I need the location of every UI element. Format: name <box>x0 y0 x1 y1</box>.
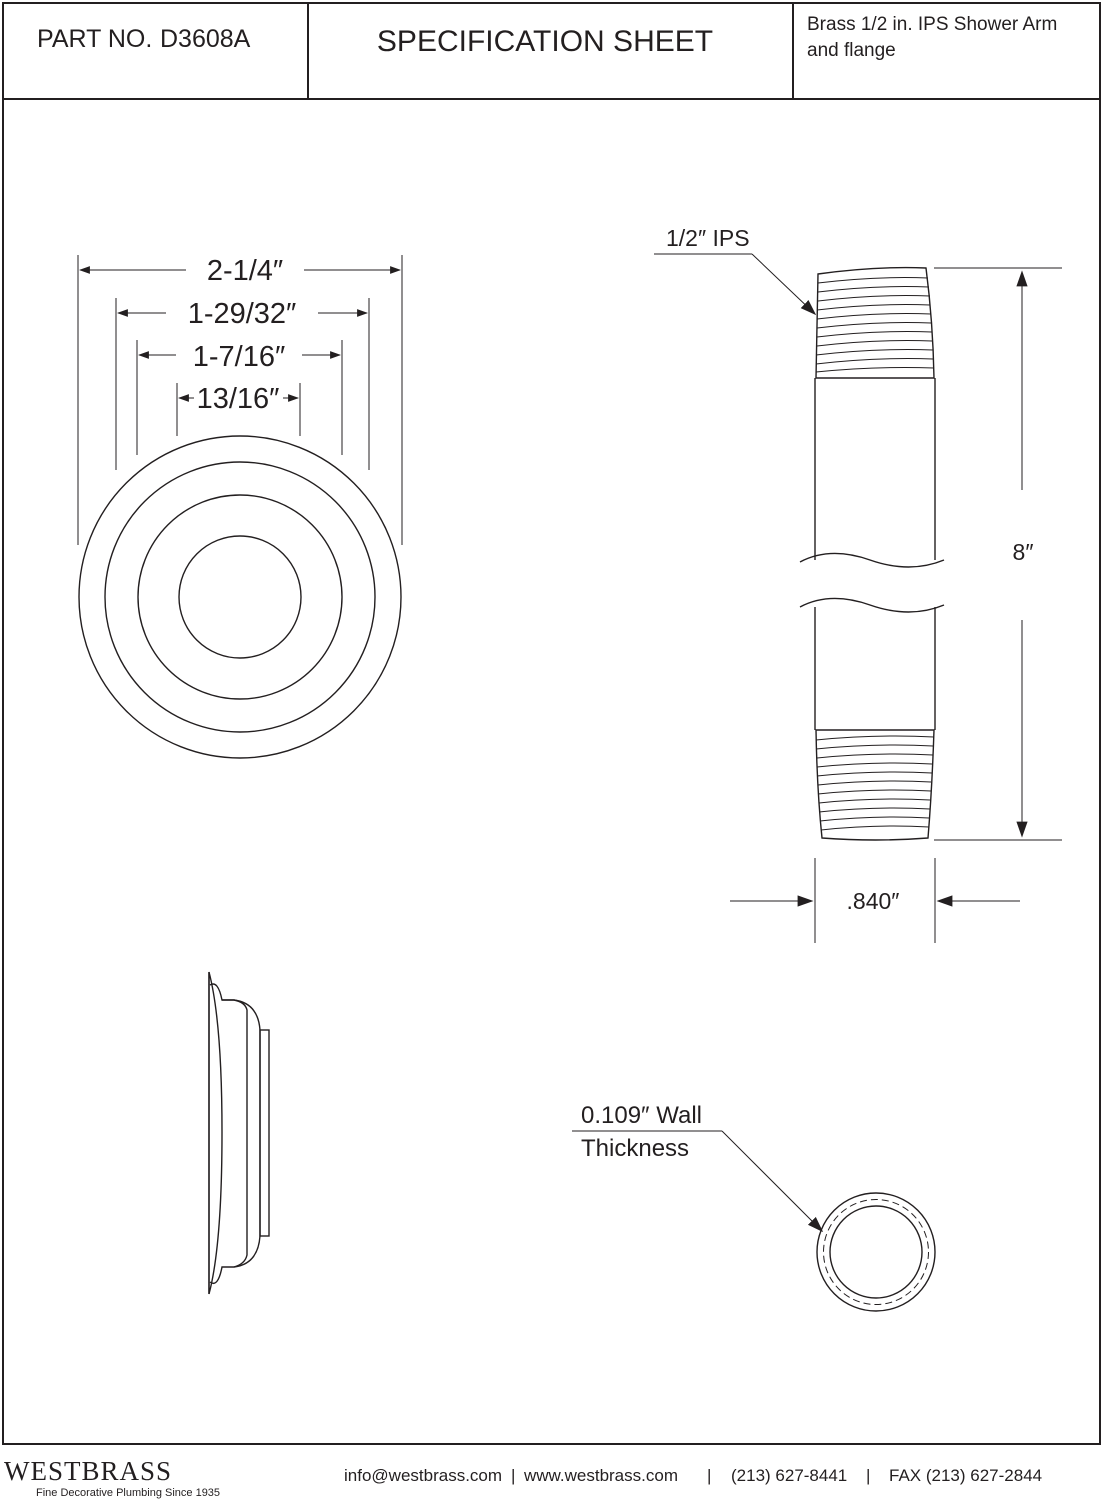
thread-callout-label: 1/2″ IPS <box>666 225 750 251</box>
wall-thickness-label-line1: 0.109″ Wall <box>581 1102 702 1129</box>
flange-side-profile <box>209 972 269 1294</box>
contact-phone: (213) 627-8441 <box>731 1466 848 1485</box>
separator: | <box>866 1466 871 1485</box>
brand-logo: WESTBRASS <box>4 1456 173 1486</box>
separator: | <box>511 1466 516 1485</box>
product-description-line2: and flange <box>807 40 896 61</box>
header <box>37 14 1057 61</box>
product-description-line1: Brass 1/2 in. IPS Shower Arm <box>807 14 1058 35</box>
contact-fax: FAX (213) 627-2844 <box>889 1466 1043 1485</box>
break-line-bottom <box>800 598 944 612</box>
bottom-thread <box>816 730 934 840</box>
dimension-outer-diameter-pipe: .840″ <box>846 888 900 914</box>
arm-side-view <box>654 225 1062 943</box>
flange-inner-hole <box>179 536 301 658</box>
pipe-cross-section <box>572 1102 935 1311</box>
wall-thickness-label-line2: Thickness <box>581 1135 690 1162</box>
page-title: SPECIFICATION SHEET <box>376 25 714 58</box>
flange-third-ring <box>138 495 342 699</box>
part-number-value: D3608A <box>160 25 251 53</box>
flange-second-ring <box>105 462 375 732</box>
flange-top-view <box>78 255 402 758</box>
flange-outer-ring <box>79 436 401 758</box>
footer <box>4 1456 1042 1499</box>
top-thread <box>816 268 934 378</box>
part-number-label: PART NO. <box>37 25 153 53</box>
separator: | <box>707 1466 712 1485</box>
dimension-outer-diameter: 2-1/4″ <box>206 255 284 287</box>
dimension-third-diameter: 1-7/16″ <box>192 341 286 373</box>
dimension-second-diameter: 1-29/32″ <box>187 298 297 330</box>
dimension-inner-diameter: 13/16″ <box>196 383 280 415</box>
contact-email[interactable]: info@westbrass.com <box>344 1466 503 1485</box>
break-line-top <box>800 553 944 567</box>
dimension-length: 8″ <box>1012 539 1034 565</box>
contact-website[interactable]: www.westbrass.com <box>524 1466 678 1485</box>
brand-tagline: Fine Decorative Plumbing Since 1935 <box>36 1487 221 1499</box>
